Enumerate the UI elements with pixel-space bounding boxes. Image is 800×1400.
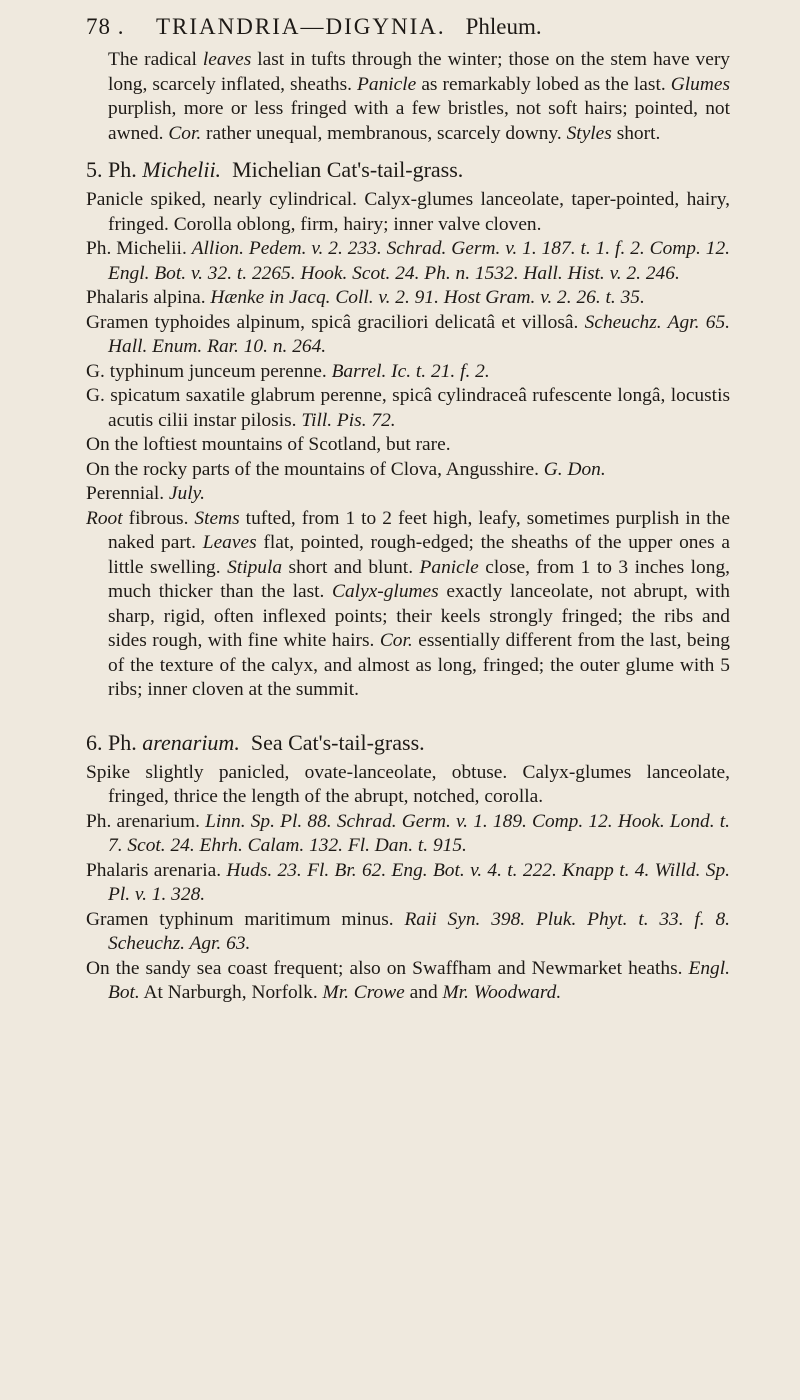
text: Perennial. [86, 483, 169, 504]
text: At Narburgh, Norfolk. [139, 982, 323, 1003]
text-italic: Allion. Pedem. v. 2. 233. Schrad. Germ. v. 1. 187. t. 1. f. 2. Comp. 12. Engl. Bot. v. 32. t. 2265. Hook. Scot. 24. Ph. n. 1532. Hall. Hist. v. 2. 246. [108, 238, 730, 284]
text-italic: Engl. Bot. [108, 957, 730, 1003]
text-italic: Panicle [419, 556, 479, 578]
species-5-description [86, 507, 730, 703]
page-number: 78 . [86, 14, 125, 39]
species-5-heading [86, 156, 730, 184]
text-italic: Cor. [168, 122, 202, 144]
section-title: TRIANDRIA—DIGYNIA. [156, 14, 446, 39]
text: Gramen typhoides alpinum, spicâ graciliori delicatâ et villosâ. [86, 311, 585, 333]
text-italic: Till. Pis. 72. [301, 409, 396, 431]
text-italic: July. [168, 483, 205, 504]
running-head [86, 14, 730, 40]
text-italic: Hænke in Jacq. Coll. v. 2. 91. Host Gram. v. 2. 26. t. 35. [210, 287, 645, 308]
text: On the rocky parts of the mountains of Clova, Angusshire. [86, 458, 544, 480]
text: Gramen typhinum maritimum minus. [86, 908, 405, 930]
text: short. [611, 122, 661, 144]
species-6-synonym-1 [86, 810, 730, 859]
text-italic: Scheuchz. Agr. 65. Hall. Enum. Rar. 10. n. 264. [108, 311, 730, 357]
species-6-diagnosis: Spike slightly panicled, ovate-lanceolate, obtuse. Calyx-glumes lanceolate, fringed, thrice the length of the abrupt, notched, corolla. [86, 761, 730, 807]
text-italic: Linn. Sp. Pl. 88. Schrad. Germ. v. 1. 189. Comp. 12. Hook. Lond. t. 7. Scot. 24. Ehrh. Calam. 132. Fl. Dan. t. 915. [108, 810, 730, 856]
species-5-habitat-1: On the loftiest mountains of Scotland, but rare. [86, 434, 451, 455]
common-name: Sea Cat's-tail-grass. [250, 729, 425, 755]
text: Ph. arenarium. [86, 810, 206, 832]
text: and [404, 982, 443, 1003]
text: flat, pointed, rough-edged; the sheaths of the upper ones a little swelling. [108, 532, 731, 578]
text: Ph. Michelii. [86, 238, 192, 259]
species-5-synonym-2 [86, 286, 730, 311]
text: as remarkably lobed as the last. [416, 73, 671, 95]
text-italic: Mr. Woodward. [442, 982, 562, 1003]
text: G. typhinum junceum perenne. [86, 360, 332, 382]
text: close, from 1 to 3 inches long, much thicker than the last. [108, 556, 730, 602]
species-name: arenarium. [142, 729, 240, 755]
text: essentially different from the last, being of the texture of the calyx, and almost as long, fringed; the outer glume with 5 ribs; inner cloven at the summit. [108, 630, 730, 700]
species-5-habitat-2 [86, 458, 730, 483]
text-italic: Root [86, 507, 123, 529]
text: short and blunt. [282, 556, 420, 578]
species-6-synonym-3 [86, 908, 730, 957]
text: rather unequal, membranous, scarcely downy. [201, 122, 567, 144]
text: exactly lanceolate, not abrupt, with sharp, rigid, often inflexed points; their keels strongly fringed; the ribs and sides rough, with fine white hairs. [108, 581, 730, 651]
species-5-synonym-1 [86, 237, 730, 286]
species-5-synonym-5 [86, 384, 730, 433]
text-italic: Stipula [227, 556, 283, 578]
species-5-duration [86, 482, 730, 507]
text-italic: Panicle [357, 73, 417, 95]
text-italic: Barrel. Ic. t. 21. f. 2. [331, 360, 490, 382]
text: Phalaris alpina. [86, 287, 211, 308]
text-italic: Leaves [202, 532, 257, 553]
species-6-synonym-2 [86, 859, 730, 908]
text-italic: leaves [202, 49, 252, 70]
species-6-heading [86, 729, 730, 757]
text-italic: Calyx-glumes [332, 581, 439, 602]
text-italic: Mr. Crowe [322, 982, 405, 1003]
species-name: Michelii. [142, 157, 222, 182]
text: G. spicatum saxatile glabrum perenne, spicâ cylindraceâ rufescente longâ, locustis acutis cilii instar pilosis. [86, 385, 730, 431]
species-6-habitat [86, 957, 730, 1006]
text-italic: Stems [194, 507, 240, 529]
text: On the sandy sea coast frequent; also on Swaffham and Newmarket heaths. [86, 957, 689, 979]
species-5-diagnosis: Panicle spiked, nearly cylindrical. Calyx-glumes lanceolate, taper-pointed, hairy, fringed. Corolla oblong, firm, hairy; inner valve cloven. [86, 189, 730, 235]
text-italic: Glumes [670, 73, 730, 95]
species-5-synonym-4 [86, 360, 730, 385]
text: last in tufts through the winter; those on the stem have very long, scarcely inflated, sheaths. [108, 49, 730, 95]
text: Phalaris arenaria. [86, 859, 227, 881]
common-name: Michelian Cat's-tail-grass. [232, 157, 464, 182]
text-italic: Cor. [379, 630, 413, 651]
species-number: 5. Ph. [86, 157, 143, 182]
text: tufted, from 1 to 2 feet high, leafy, sometimes purplish in the naked part. [108, 507, 730, 553]
species-number: 6. Ph. [86, 729, 143, 755]
text: The radical [108, 49, 203, 70]
intro-paragraph [86, 48, 730, 146]
text: fibrous. [122, 507, 195, 529]
genus-title: Phleum. [465, 14, 542, 39]
species-5-synonym-3 [86, 311, 730, 360]
text-italic: Huds. 23. Fl. Br. 62. Eng. Bot. v. 4. t. 222. Knapp t. 4. Willd. Sp. Pl. v. 1. 328. [108, 859, 731, 905]
text-italic: Styles [566, 122, 612, 144]
text-italic: Raii Syn. 398. Pluk. Phyt. t. 33. f. 8. Scheuchz. Agr. 63. [108, 908, 730, 954]
text-italic: G. Don. [543, 458, 606, 480]
text: purplish, more or less fringed with a few bristles, not soft hairs; pointed, not awned. [108, 98, 730, 144]
